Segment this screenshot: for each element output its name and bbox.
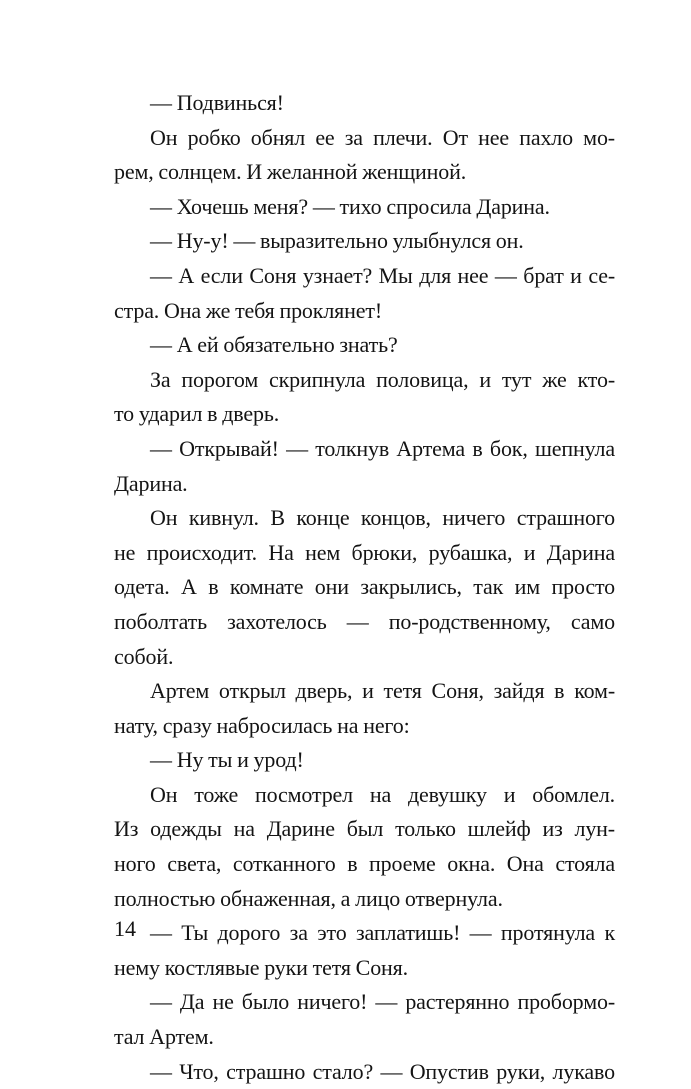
text-line: За порогом скрипнула половица, и тут же кто- [150,366,615,392]
text-line: Дарина. [114,470,188,496]
text-line: Он кивнул. В конце концов, ничего страшного [150,505,615,531]
text-line: — Открывай! — толкнув Артема в бок, шепнула [150,435,615,461]
text-line: не происходит. На нем брюки, рубашка, и Дарина [114,539,615,565]
text-line: нату, сразу набросилась на него: [114,712,410,738]
text-line: — Что, страшно стало? — Опустив руки, лукаво [150,1058,615,1084]
text-line: ного света, сотканного в проеме окна. Она стояла [114,851,615,877]
text-line: — Ты дорого за это заплатишь! — протянула к [150,920,615,946]
text-line: — Подвинься! [150,90,284,115]
text-line: стра. Она же тебя проклянет! [114,297,382,323]
text-line: Он робко обнял ее за плечи. От нее пахло мо- [150,124,615,150]
text-line: тал Артем. [114,1024,214,1050]
text-line: — Ну ты и урод! [150,747,304,773]
text-line: — А ей обязательно знать? [150,332,398,358]
text-line: рем, солнцем. И желанной женщиной. [114,159,467,185]
text-line: поболтать захотелось — по-родственному, само [114,608,615,634]
text-line: собой. [114,643,174,669]
text-line: то ударил в дверь. [114,401,280,427]
text-line: — А если Соня узнает? Мы для нее — брат и се- [150,262,615,288]
text-line: Артем открыл дверь, и тетя Соня, зайдя в ком- [150,678,615,704]
page-number: 14 [114,916,136,941]
text-line: — Ну-у! — выразительно улыбнулся он. [150,228,524,254]
text-line: — Хочешь меня? — тихо спросила Дарина. [150,193,550,219]
text-line: — Да не было ничего! — растерянно пробормо- [150,989,615,1015]
text-line: Он тоже посмотрел на девушку и обомлел. [150,781,615,807]
body-text [114,86,615,1089]
text-line: нему костлявые руки тетя Соня. [114,954,409,980]
text-line: одета. А в комнате они закрылись, так им просто [114,574,615,600]
text-line: Из одежды на Дарине был только шлейф из лун- [114,816,615,842]
text-line: полностью обнаженная, а лицо отвернула. [114,885,503,911]
